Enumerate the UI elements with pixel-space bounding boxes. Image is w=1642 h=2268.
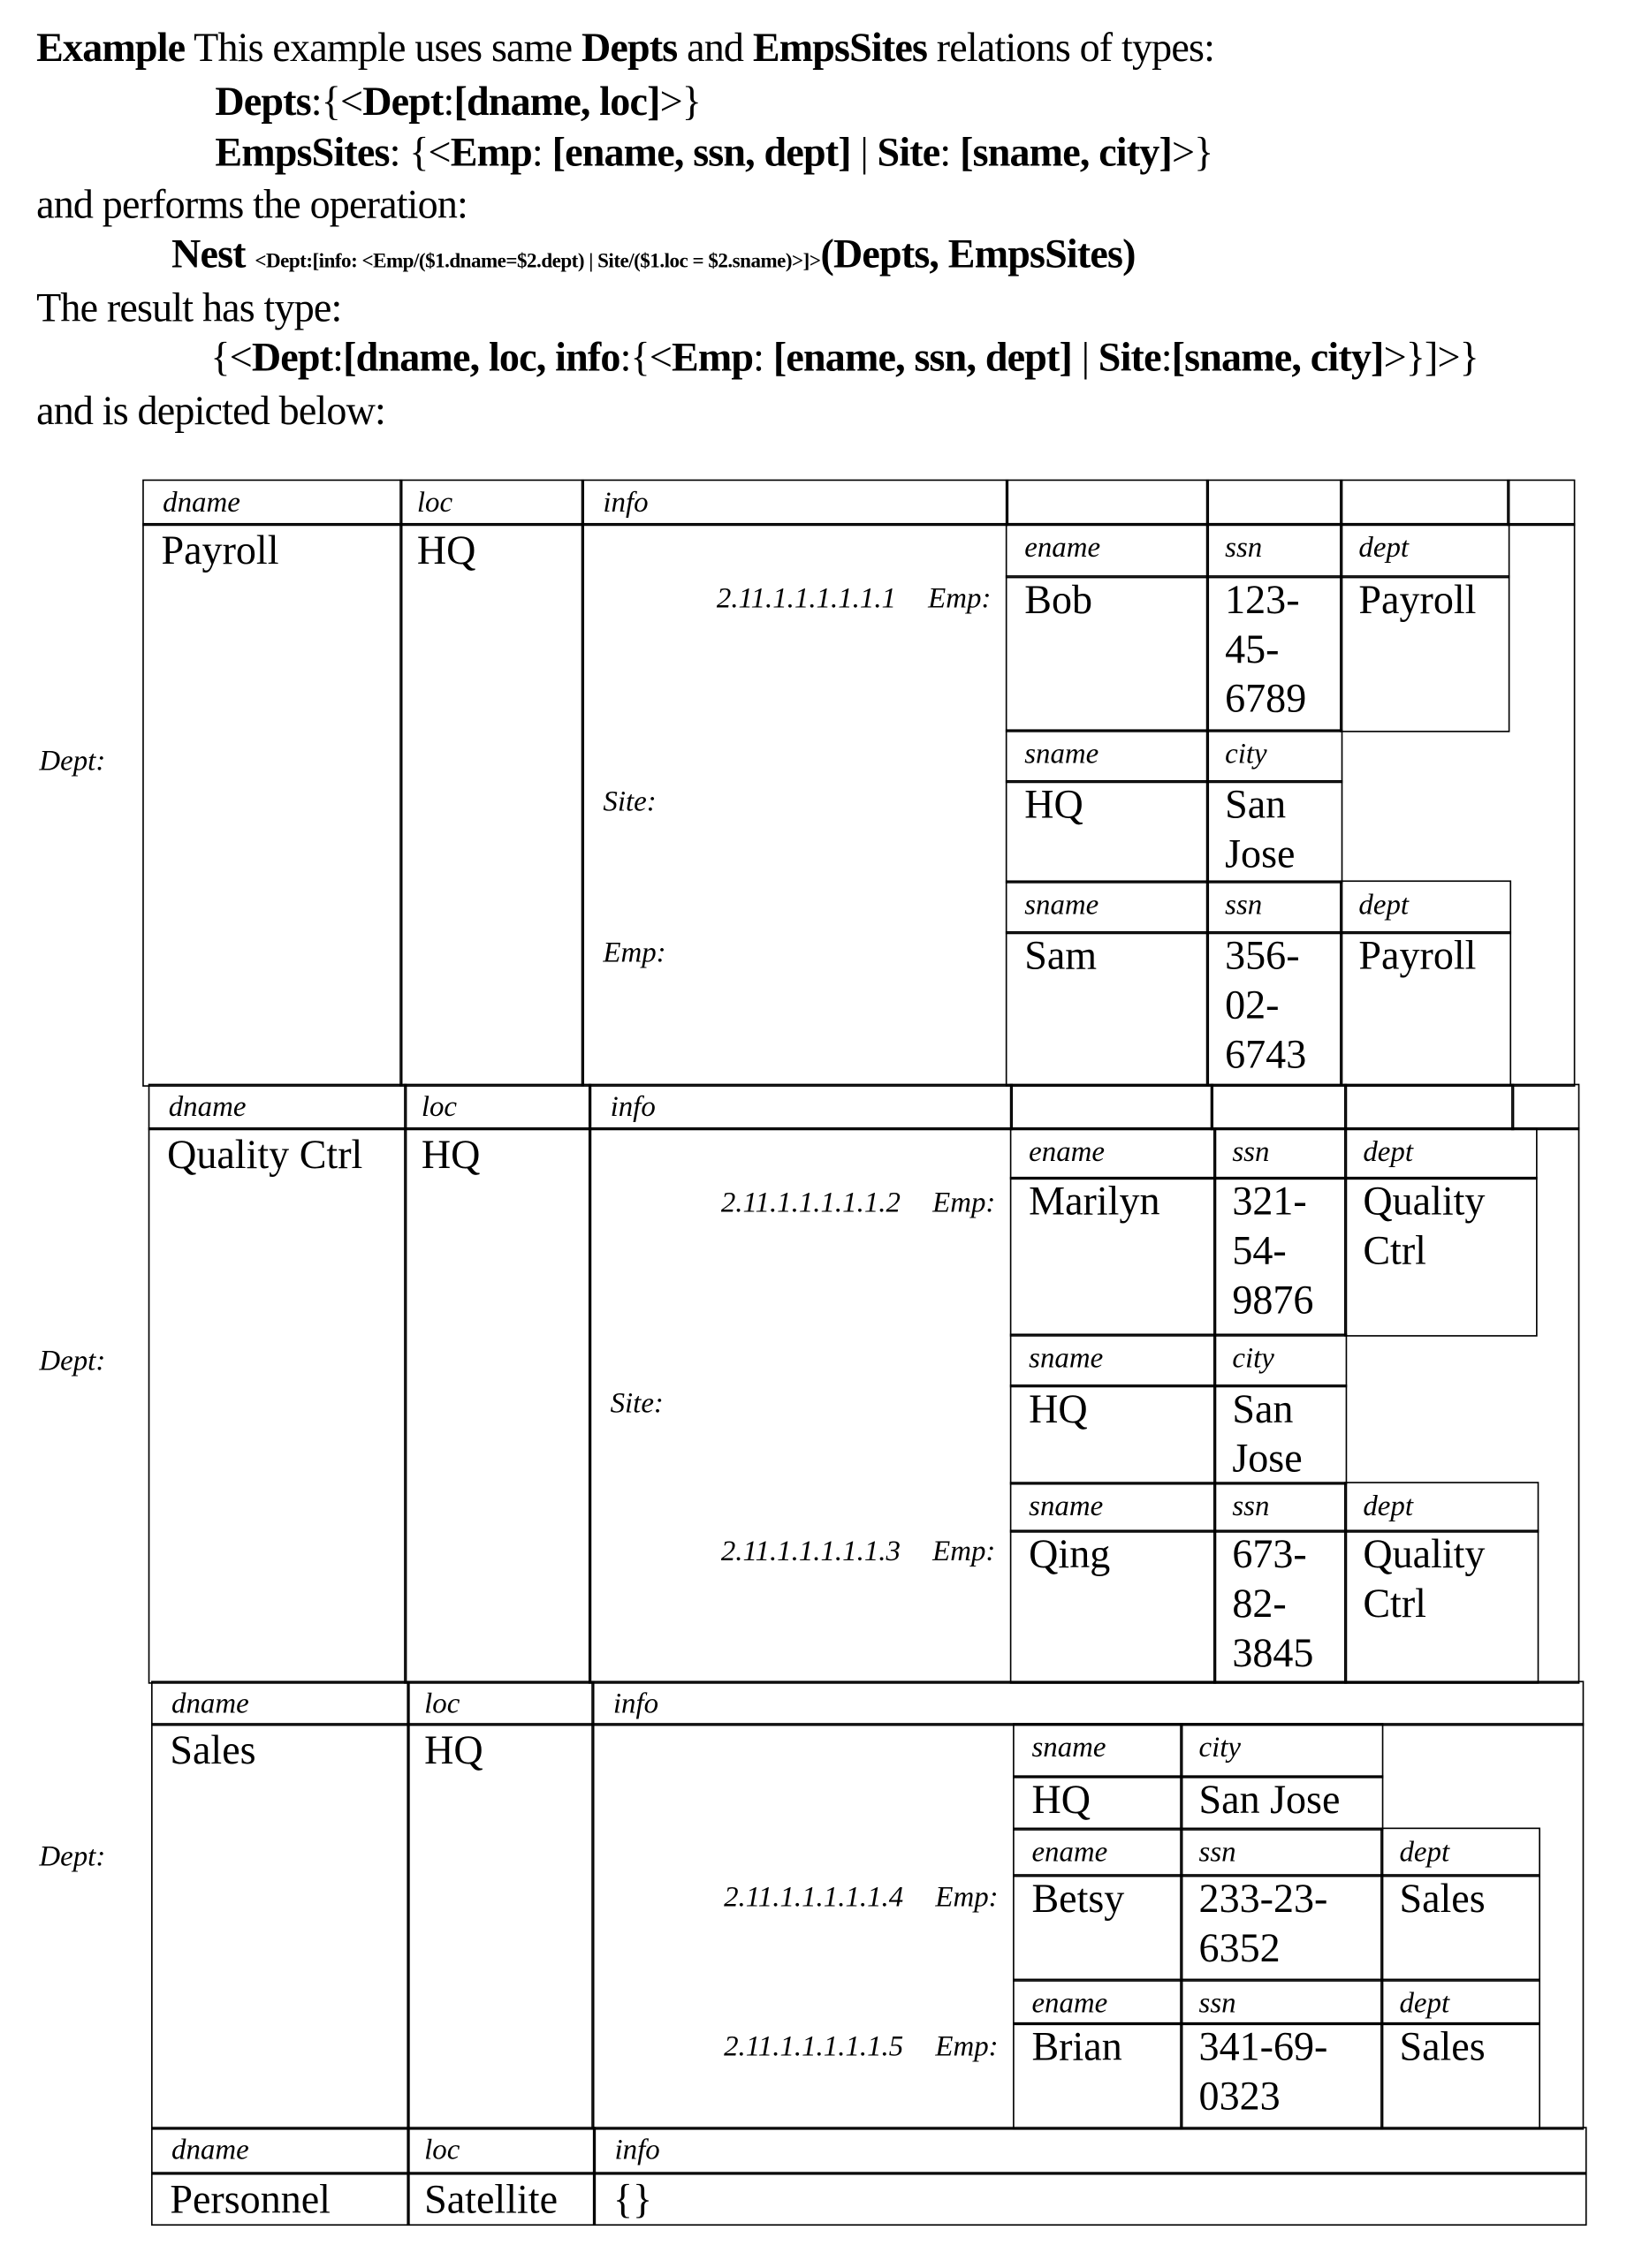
text-segment: |	[1072, 336, 1098, 381]
nested-value: Sam	[1024, 933, 1193, 982]
text-segment: Depts	[582, 27, 677, 72]
nested-value: Quality Ctrl	[1363, 1531, 1523, 1630]
tuple-type-label	[724, 1880, 999, 1915]
header-cell	[1511, 1084, 1579, 1130]
nested-value: Payroll	[1358, 577, 1494, 626]
nested-value: HQ	[1024, 782, 1193, 831]
object-id: 2.11.1.1.1.1.1.4	[724, 1881, 903, 1913]
nested-column-header: ssn	[1225, 888, 1262, 922]
loc-cell	[404, 1127, 590, 1683]
object-id: 2.11.1.1.1.1.1.3	[721, 1536, 901, 1567]
intro-line-result-type	[210, 336, 1479, 383]
dname-value: Personnel	[170, 2176, 331, 2226]
nested-column-header: dept	[1399, 1835, 1449, 1870]
tuple-type: Emp:	[928, 582, 991, 614]
loc-value: HQ	[424, 1727, 483, 1777]
nested-column-header: ssn	[1225, 530, 1262, 565]
text-segment: |	[851, 131, 878, 176]
nested-column-header: sname	[1024, 737, 1098, 771]
nested-value: Bob	[1024, 577, 1193, 626]
text-segment: [ename, ssn, dept]	[552, 131, 851, 176]
nested-value: San Jose	[1225, 782, 1327, 881]
dept-tuple-label: Dept:	[39, 1344, 105, 1378]
loc-value: Satellite	[424, 2176, 558, 2226]
text-segment: :	[1161, 336, 1172, 381]
document-page	[0, 0, 1642, 2268]
info-value: {}	[613, 2176, 652, 2226]
nest-arguments: (Depts, EmpsSites)	[820, 232, 1135, 277]
tuple-type-label	[603, 936, 665, 970]
text-segment: Emp	[451, 131, 532, 176]
text-segment: Dept	[362, 80, 443, 125]
tuple-type-label	[721, 1534, 996, 1568]
column-header-loc: loc	[422, 1089, 457, 1124]
header-cell	[1206, 480, 1342, 526]
dept-tuple-label: Dept:	[39, 1839, 105, 1874]
text-segment: >}	[1172, 131, 1212, 176]
nested-column-header: city	[1232, 1341, 1273, 1376]
dname-value: Sales	[170, 1727, 255, 1777]
dname-value: Payroll	[162, 527, 279, 577]
column-header-info: info	[611, 1089, 656, 1124]
object-id: 2.11.1.1.1.1.1.2	[721, 1187, 901, 1218]
nested-value: Betsy	[1031, 1876, 1167, 1925]
tuple-type-label	[724, 2029, 999, 2064]
column-header-loc: loc	[424, 1687, 460, 1721]
text-segment: [sname, city]	[960, 131, 1172, 176]
nested-value: Payroll	[1358, 933, 1495, 982]
tuple-type-label	[603, 785, 656, 819]
nested-column-header: ename	[1031, 1835, 1107, 1870]
dname-cell	[148, 1127, 407, 1683]
nested-value: Qing	[1029, 1531, 1200, 1581]
nested-column-header: ename	[1031, 1986, 1107, 2021]
tuple-type: Emp:	[932, 1536, 995, 1567]
header-cell	[1010, 1084, 1213, 1130]
tuple-type-label	[717, 581, 992, 616]
nested-column-header: ssn	[1232, 1489, 1269, 1523]
text-segment: EmpsSites	[215, 131, 389, 176]
tuple-type-label	[721, 1186, 996, 1220]
nested-value: 123-45-6789	[1225, 577, 1327, 725]
text-segment: : {<	[390, 131, 451, 176]
column-header-dname: dname	[163, 485, 240, 520]
header-cell	[1340, 480, 1509, 526]
tuple-type: Emp:	[935, 2031, 998, 2063]
text-segment: Site	[1098, 336, 1161, 381]
loc-value: HQ	[417, 527, 476, 577]
text-segment: The result has type:	[36, 286, 341, 331]
nested-value: HQ	[1031, 1777, 1167, 1826]
text-segment: relations of types:	[927, 27, 1214, 72]
nested-value: Sales	[1399, 2024, 1524, 2074]
dept-tuple-label: Dept:	[39, 744, 105, 778]
object-id: 2.11.1.1.1.1.1.5	[724, 2031, 903, 2063]
column-header-loc: loc	[417, 485, 452, 520]
nested-value: Quality Ctrl	[1363, 1179, 1521, 1278]
nested-value: HQ	[1029, 1386, 1200, 1436]
column-header-info: info	[613, 1687, 658, 1721]
text-segment: Example	[36, 27, 185, 72]
nested-column-header: dept	[1358, 888, 1409, 922]
nested-column-header: sname	[1024, 888, 1098, 922]
nested-column-header: sname	[1029, 1489, 1103, 1523]
tuple-type-label	[611, 1386, 664, 1421]
nested-column-header: ssn	[1199, 1835, 1236, 1870]
intro-line-result	[36, 286, 341, 333]
text-segment: Dept	[252, 336, 332, 381]
nested-column-header: dept	[1363, 1489, 1413, 1523]
nested-value: San Jose	[1232, 1386, 1331, 1485]
header-cell	[591, 1680, 1583, 1725]
nested-value: San Jose	[1199, 1777, 1368, 1826]
text-segment: Emp	[672, 336, 753, 381]
nested-value: 673-82-3845	[1232, 1531, 1331, 1680]
intro-line-empssites-type	[215, 131, 1212, 178]
nested-column-header: sname	[1031, 1730, 1106, 1764]
loc-value: HQ	[422, 1132, 481, 1181]
intro-line-operation	[36, 183, 468, 230]
nest-operator: Nest	[171, 232, 246, 277]
nested-column-header: ssn	[1199, 1986, 1236, 2021]
nested-column-header: dept	[1399, 1986, 1449, 2021]
nested-value: 233-23-6352	[1199, 1876, 1368, 1975]
column-header-loc: loc	[424, 2133, 460, 2167]
text-segment: and	[677, 27, 752, 72]
text-segment: :	[532, 131, 552, 176]
nest-expression	[171, 232, 1136, 286]
nested-column-header: city	[1199, 1730, 1241, 1764]
text-segment: Site	[878, 131, 940, 176]
text-segment: and is depicted below:	[36, 390, 385, 435]
nested-column-header: ename	[1024, 530, 1100, 565]
nested-column-header: ename	[1029, 1134, 1105, 1169]
nested-value: 341-69-0323	[1199, 2024, 1368, 2123]
text-segment: :	[332, 336, 343, 381]
tuple-type: Site:	[603, 786, 656, 818]
nested-column-header: city	[1225, 737, 1266, 771]
object-id: 2.11.1.1.1.1.1.1	[717, 582, 896, 614]
text-segment: :	[444, 80, 454, 125]
column-header-dname: dname	[171, 2133, 249, 2167]
tuple-type: Emp:	[932, 1187, 995, 1218]
loc-cell	[399, 523, 583, 1086]
column-header-info: info	[615, 2133, 660, 2167]
text-segment: :	[939, 131, 960, 176]
text-segment: [dname, loc]	[454, 80, 660, 125]
text-segment: [dname, loc, info	[343, 336, 620, 381]
text-segment: >}]>}	[1384, 336, 1479, 381]
header-cell	[1507, 480, 1575, 526]
intro-line-depts-type	[215, 80, 701, 126]
header-cell	[1211, 1084, 1347, 1130]
tuple-type: Site:	[611, 1387, 664, 1419]
header-cell	[1006, 480, 1209, 526]
intro-line-1	[36, 27, 1214, 73]
dname-value: Quality Ctrl	[167, 1132, 362, 1181]
dname-cell	[142, 523, 402, 1086]
text-segment: EmpsSites	[753, 27, 927, 72]
dname-cell	[151, 1723, 409, 2129]
nested-value: 321-54-9876	[1232, 1179, 1331, 1327]
text-segment: Depts	[215, 80, 310, 125]
text-segment: :{<	[620, 336, 672, 381]
nested-column-header: dept	[1358, 530, 1409, 565]
nested-value: Brian	[1031, 2024, 1167, 2074]
text-segment: {<	[210, 336, 251, 381]
text-segment: [sname, city]	[1172, 336, 1384, 381]
column-header-info: info	[603, 485, 648, 520]
tuple-type: Emp:	[935, 1881, 998, 1913]
intro-line-depicted	[36, 390, 385, 436]
header-cell	[1344, 1084, 1514, 1130]
text-segment: and performs the operation:	[36, 183, 468, 228]
nested-column-header: ssn	[1232, 1134, 1269, 1169]
nested-column-header: sname	[1029, 1341, 1103, 1376]
nested-value: Marilyn	[1029, 1179, 1200, 1228]
text-segment: >}	[660, 80, 701, 125]
header-cell	[593, 2127, 1586, 2174]
column-header-dname: dname	[171, 1687, 249, 1721]
text-segment: This example uses same	[185, 27, 582, 72]
text-segment: [ename, ssn, dept]	[773, 336, 1072, 381]
nested-value: Sales	[1399, 1876, 1524, 1925]
text-segment: :{<	[311, 80, 362, 125]
text-segment: :	[753, 336, 773, 381]
nested-column-header: dept	[1363, 1134, 1413, 1169]
nested-value: 356-02-6743	[1225, 933, 1327, 1081]
nest-subscript: <Dept:[info: <Emp/($1.dname=$2.dept) | Site/($1.loc = $2.sname)>]>	[255, 251, 820, 273]
tuple-type: Emp:	[603, 937, 665, 969]
info-cell	[593, 2172, 1586, 2225]
column-header-dname: dname	[169, 1089, 247, 1124]
loc-cell	[407, 1723, 593, 2129]
